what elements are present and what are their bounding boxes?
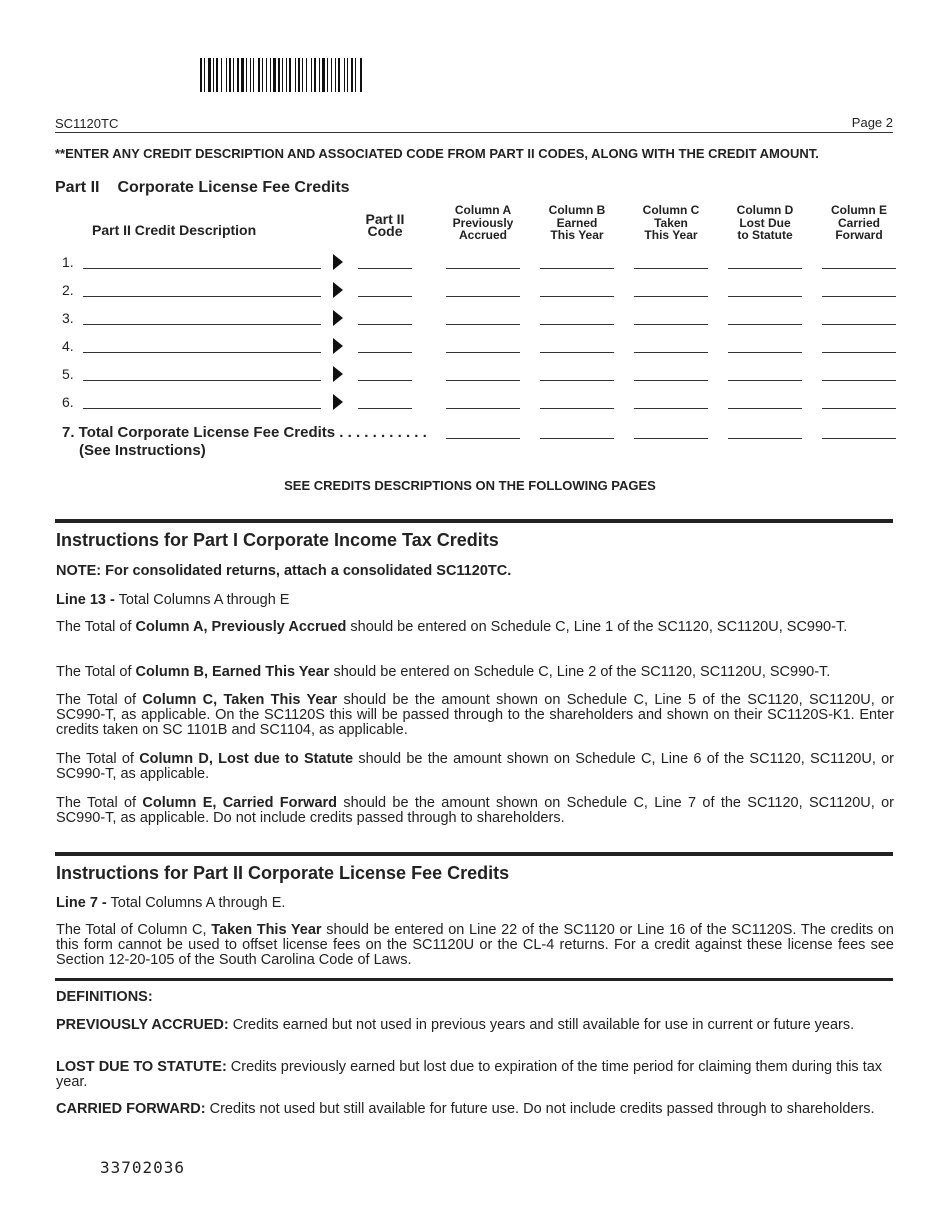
col-b-line3: This Year xyxy=(550,228,604,242)
col-d-field[interactable] xyxy=(728,408,802,409)
col-c-line3: This Year xyxy=(644,228,698,242)
col-c-line1: Column C xyxy=(642,203,700,217)
col-d-pre: The Total of xyxy=(56,751,140,767)
arrow-icon xyxy=(333,254,343,270)
barcode-image xyxy=(200,58,470,92)
col-d-field[interactable] xyxy=(728,352,802,353)
col-a-pre: The Total of xyxy=(56,619,136,635)
col-c-field[interactable] xyxy=(634,408,708,409)
col-a-field[interactable] xyxy=(446,324,520,325)
col-e-field[interactable] xyxy=(822,324,896,325)
col-d-post: should be the amount shown on Schedule C, Line 6 of the SC1120, SC1120U, or SC990-T, as applicable. xyxy=(56,751,894,782)
col-a-bold: Column A, Previously Accrued xyxy=(135,619,347,635)
col-c-field[interactable] xyxy=(634,324,708,325)
instr2-col-c-bold: Taken This Year xyxy=(211,922,322,938)
col-b-field[interactable] xyxy=(540,408,614,409)
section-rule-2 xyxy=(55,852,893,856)
instr1-line13 xyxy=(56,593,894,608)
see-credits-note: SEE CREDITS DESCRIPTIONS ON THE FOLLOWING PAGES xyxy=(284,478,656,493)
col-description-header: Part II Credit Description xyxy=(92,222,257,238)
col-e-field[interactable] xyxy=(822,352,896,353)
section-rule-3 xyxy=(55,978,893,981)
col-b-pre: The Total of xyxy=(56,664,136,680)
col-e-field[interactable] xyxy=(822,296,896,297)
col-a-field[interactable] xyxy=(446,408,520,409)
code-field[interactable] xyxy=(358,380,412,381)
row-number: 5. xyxy=(62,366,74,382)
part-ii-label: Part II xyxy=(55,179,100,196)
col-c-header xyxy=(631,204,711,242)
description-field[interactable] xyxy=(83,324,321,325)
col-c-field[interactable] xyxy=(634,380,708,381)
col-d-bold: Column D, Lost due to Statute xyxy=(139,751,354,767)
col-b-line1: Column B xyxy=(548,203,606,217)
total-col-b-field[interactable] xyxy=(540,438,614,439)
col-b-field[interactable] xyxy=(540,268,614,269)
arrow-icon xyxy=(333,310,343,326)
code-field[interactable] xyxy=(358,324,412,325)
col-c-field[interactable] xyxy=(634,268,708,269)
col-d-line3: to Statute xyxy=(737,228,793,242)
def-ld-term: LOST DUE TO STATUTE: xyxy=(56,1059,227,1075)
col-a-line1: Column A xyxy=(454,203,512,217)
code-field[interactable] xyxy=(358,408,412,409)
col-e-field[interactable] xyxy=(822,380,896,381)
def-cf-term: CARRIED FORWARD: xyxy=(56,1101,206,1117)
def-previously-accrued xyxy=(56,1018,894,1033)
col-e-bold: Column E, Carried Forward xyxy=(142,795,338,811)
instr2-line7 xyxy=(56,896,894,911)
col-code-header xyxy=(355,213,415,237)
col-e-line1: Column E xyxy=(831,203,887,217)
col-e-line2: Carried xyxy=(837,215,881,230)
def-cf-text: Credits not used but still available for future use. Do not include credits passed through to shareholders. xyxy=(205,1101,875,1117)
code-field[interactable] xyxy=(358,296,412,297)
total-col-c-field[interactable] xyxy=(634,438,708,439)
row-number: 3. xyxy=(62,310,74,326)
col-a-post: should be entered on Schedule C, Line 1 of the SC1120, SC1120U, SC990-T. xyxy=(346,619,848,635)
col-d-field[interactable] xyxy=(728,268,802,269)
instr2-col-c-pre: The Total of Column C, xyxy=(56,922,212,938)
def-ld-text: Credits previously earned but lost due to expiration of the time period for claiming them during this tax year. xyxy=(56,1059,883,1090)
col-code-line1: Part II xyxy=(365,211,405,227)
description-field[interactable] xyxy=(83,352,321,353)
col-d-field[interactable] xyxy=(728,296,802,297)
part-ii-heading xyxy=(55,179,350,197)
instr1-col-c xyxy=(56,693,894,738)
arrow-icon xyxy=(333,338,343,354)
col-d-header xyxy=(725,204,805,242)
description-field[interactable] xyxy=(83,268,321,269)
line13-text: Total Columns A through E xyxy=(114,592,290,608)
instr1-col-e xyxy=(56,796,894,826)
col-c-field[interactable] xyxy=(634,352,708,353)
col-b-field[interactable] xyxy=(540,352,614,353)
col-a-header xyxy=(443,204,523,242)
instr2-col-c-post: should be entered on Line 22 of the SC1120 or Line 16 of the SC1120S. The credits on this form cannot be used to offset license fees on the SC1120U or the CL-4 returns. For a credit against these license fees see Section 12-20-105 of the South Carolina Code of Laws. xyxy=(56,922,894,968)
code-field[interactable] xyxy=(358,352,412,353)
arrow-icon xyxy=(333,282,343,298)
instr2-title: Instructions for Part II Corporate License Fee Credits xyxy=(56,863,510,883)
page-label: Page 2 xyxy=(851,115,893,130)
col-e-post: should be the amount shown on Schedule C, Line 7 of the SC1120, SC1120U, or SC990-T, as applicable. Do not include credits passed through to shareholders. xyxy=(56,795,894,826)
description-field[interactable] xyxy=(83,380,321,381)
line7-text: Total Columns A through E. xyxy=(106,895,286,911)
instr1-col-d xyxy=(56,752,894,782)
form-id: SC1120TC xyxy=(55,116,119,131)
col-b-field[interactable] xyxy=(540,324,614,325)
col-e-field[interactable] xyxy=(822,268,896,269)
total-label: 7. Total Corporate License Fee Credits . . . . . . . . . . . xyxy=(62,424,427,441)
entry-notice: **ENTER ANY CREDIT DESCRIPTION AND ASSOCIATED CODE FROM PART II CODES, ALONG WITH THE CREDIT AMOUNT. xyxy=(55,146,819,161)
col-code-line2: Code xyxy=(367,223,403,239)
col-b-bold: Column B, Earned This Year xyxy=(135,664,330,680)
section-rule-1 xyxy=(55,519,893,523)
col-a-field[interactable] xyxy=(446,380,520,381)
col-a-field[interactable] xyxy=(446,296,520,297)
total-sub-label: (See Instructions) xyxy=(79,442,206,459)
def-pa-text: Credits earned but not used in previous years and still available for use in current or future years. xyxy=(228,1017,855,1033)
code-field[interactable] xyxy=(358,268,412,269)
row-number: 1. xyxy=(62,254,74,270)
arrow-icon xyxy=(333,366,343,382)
col-b-header xyxy=(537,204,617,242)
col-b-post: should be entered on Schedule C, Line 2 of the SC1120, SC1120U, SC990-T. xyxy=(329,664,831,680)
instr2-col-c xyxy=(56,923,894,968)
line13-label: Line 13 - xyxy=(56,592,115,608)
definitions-heading: DEFINITIONS: xyxy=(56,989,153,1005)
col-b-field[interactable] xyxy=(540,296,614,297)
col-d-field[interactable] xyxy=(728,324,802,325)
part-ii-title: Corporate License Fee Credits xyxy=(117,179,350,196)
row-number: 2. xyxy=(62,282,74,298)
col-a-field[interactable] xyxy=(446,352,520,353)
col-c-field[interactable] xyxy=(634,296,708,297)
description-field[interactable] xyxy=(83,296,321,297)
instr1-title: Instructions for Part I Corporate Income Tax Credits xyxy=(56,530,499,550)
col-d-line1: Column D xyxy=(736,203,794,217)
col-b-field[interactable] xyxy=(540,380,614,381)
col-d-line2: Lost Due xyxy=(739,215,791,230)
total-col-e-field[interactable] xyxy=(822,438,896,439)
total-col-a-field[interactable] xyxy=(446,438,520,439)
arrow-icon xyxy=(333,394,343,410)
col-d-field[interactable] xyxy=(728,380,802,381)
col-b-line2: Earned xyxy=(556,215,598,230)
header-rule xyxy=(55,132,893,133)
col-a-line3: Accrued xyxy=(458,228,508,242)
col-e-line3: Forward xyxy=(835,228,883,242)
instr1-note: NOTE: For consolidated returns, attach a consolidated SC1120TC. xyxy=(56,563,512,579)
footer-code: 33702036 xyxy=(100,1158,186,1177)
col-c-pre: The Total of xyxy=(56,692,143,708)
line7-label: Line 7 - xyxy=(56,895,107,911)
col-e-header xyxy=(819,204,899,242)
def-lost-due xyxy=(56,1060,894,1090)
col-c-post: should be the amount shown on Schedule C, Line 5 of the SC1120, SC1120U, or SC990-T, as applicable. On the SC1120S this will be passed through to the shareholders and shown on their SC1120S-K1. Enter credits taken on SC 1101B and SC1104, as applicable. xyxy=(56,692,894,738)
col-a-field[interactable] xyxy=(446,268,520,269)
col-e-pre: The Total of xyxy=(56,795,143,811)
def-pa-term: PREVIOUSLY ACCRUED: xyxy=(56,1017,229,1033)
col-c-bold: Column C, Taken This Year xyxy=(142,692,338,708)
row-number: 4. xyxy=(62,338,74,354)
total-col-d-field[interactable] xyxy=(728,438,802,439)
col-e-field[interactable] xyxy=(822,408,896,409)
col-a-line2: Previously xyxy=(452,215,514,230)
col-c-line2: Taken xyxy=(654,215,688,230)
description-field[interactable] xyxy=(83,408,321,409)
row-number: 6. xyxy=(62,394,74,410)
def-carried-forward xyxy=(56,1102,894,1117)
instr1-col-b xyxy=(56,665,894,680)
instr1-col-a xyxy=(56,620,894,635)
